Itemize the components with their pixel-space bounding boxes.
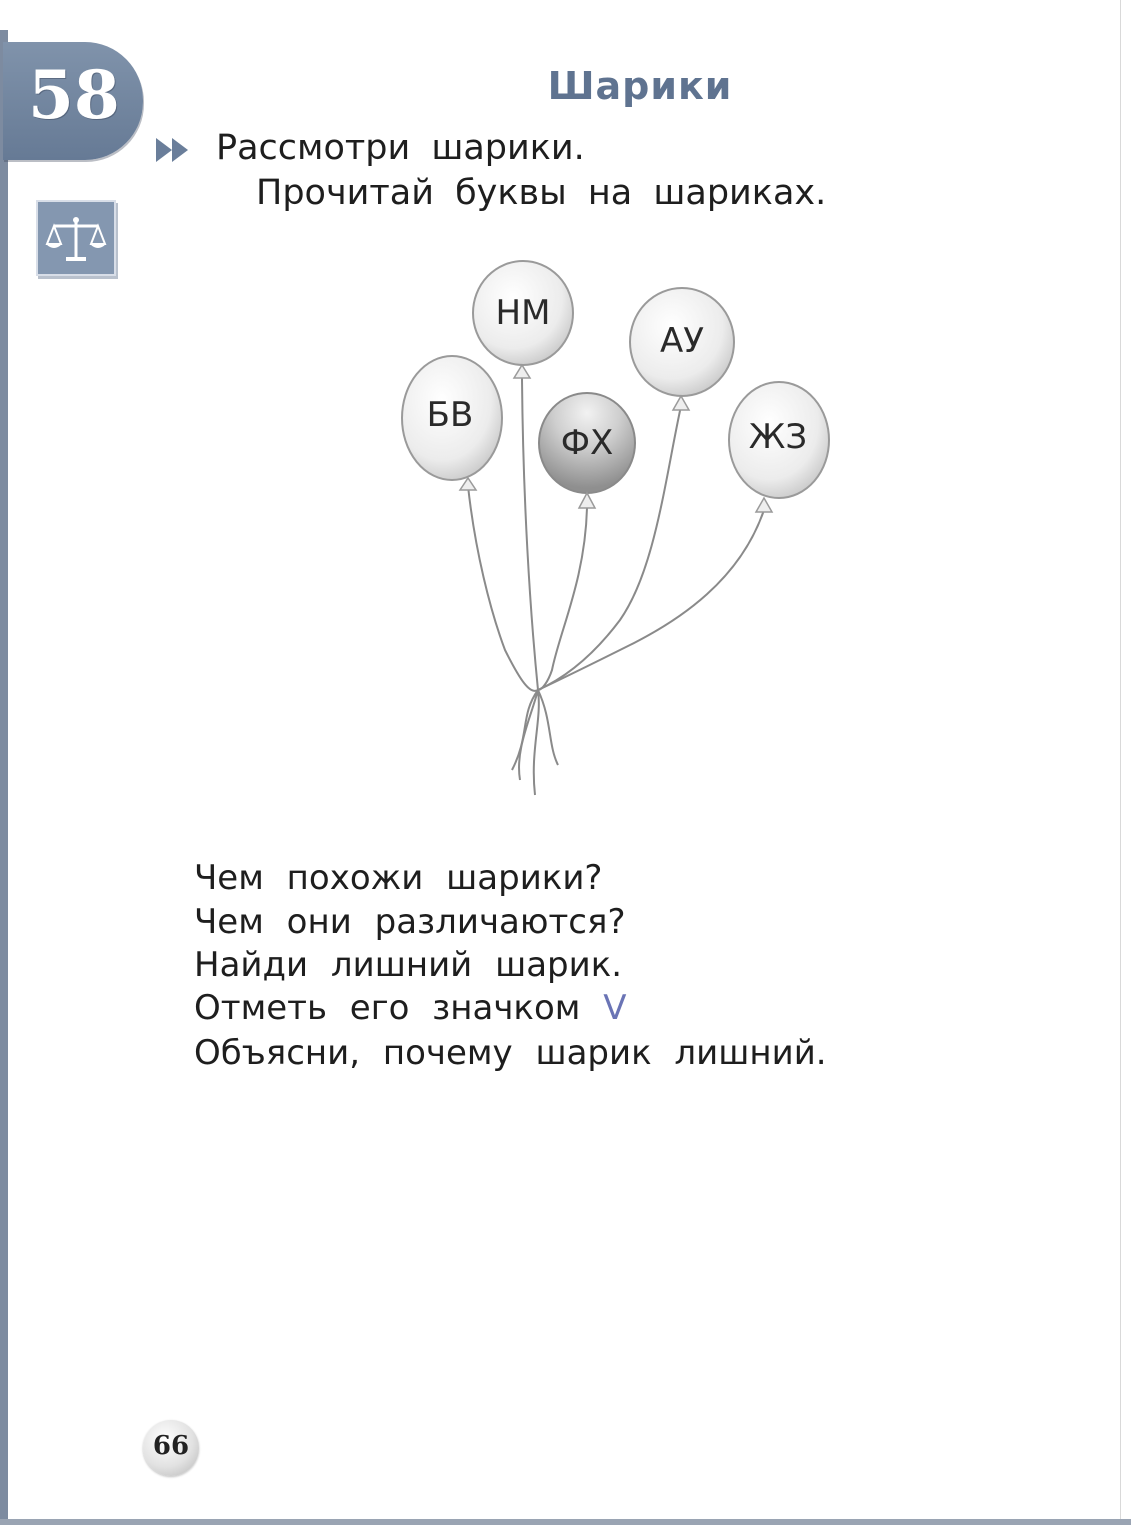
question-line-4-text: Отметь его значком: [194, 988, 581, 1028]
balloon-string-tail: [534, 690, 539, 795]
balloon-letters-nm: НМ: [495, 293, 551, 333]
balloon-au: [630, 288, 734, 410]
balloon-letters-fh: ФХ: [560, 423, 614, 463]
balloon-zhz: [729, 382, 829, 512]
scales-icon: [36, 200, 116, 276]
balloon-bv: [402, 356, 502, 490]
balloon-letters-au: АУ: [660, 321, 704, 361]
question-line-2: Чем они различаются?: [194, 902, 626, 942]
page-title: Шарики: [547, 64, 733, 108]
page-number: 66: [152, 1431, 190, 1461]
instruction-line-2: Прочитай буквы на шариках.: [256, 173, 827, 213]
question-line-5: Объясни, почему шарик лишний.: [194, 1033, 827, 1073]
double-arrow-icon: [154, 136, 192, 164]
question-line-4: [194, 988, 626, 1028]
balloon-string: [522, 378, 538, 690]
task-number: 58: [28, 56, 120, 134]
question-line-1: Чем похожи шарики?: [194, 858, 603, 898]
balloon-nm: [473, 261, 573, 378]
balloon-letters-bv: БВ: [426, 395, 474, 435]
balloon-fh: [539, 393, 635, 508]
balloons-illustration: [380, 250, 860, 810]
page-left-edge: [0, 30, 8, 1525]
check-mark-symbol: V: [603, 988, 627, 1028]
balloon-letters-zhz: ЖЗ: [748, 417, 808, 457]
page-bottom-edge: [0, 1519, 1131, 1525]
question-line-3: Найди лишний шарик.: [194, 945, 623, 985]
instruction-line-1: Рассмотри шарики.: [216, 128, 585, 168]
balloon-string-tail: [538, 690, 558, 765]
balloon-string-tail: [519, 690, 538, 780]
page-right-edge: [1120, 0, 1121, 1525]
balloon-string: [468, 486, 538, 691]
